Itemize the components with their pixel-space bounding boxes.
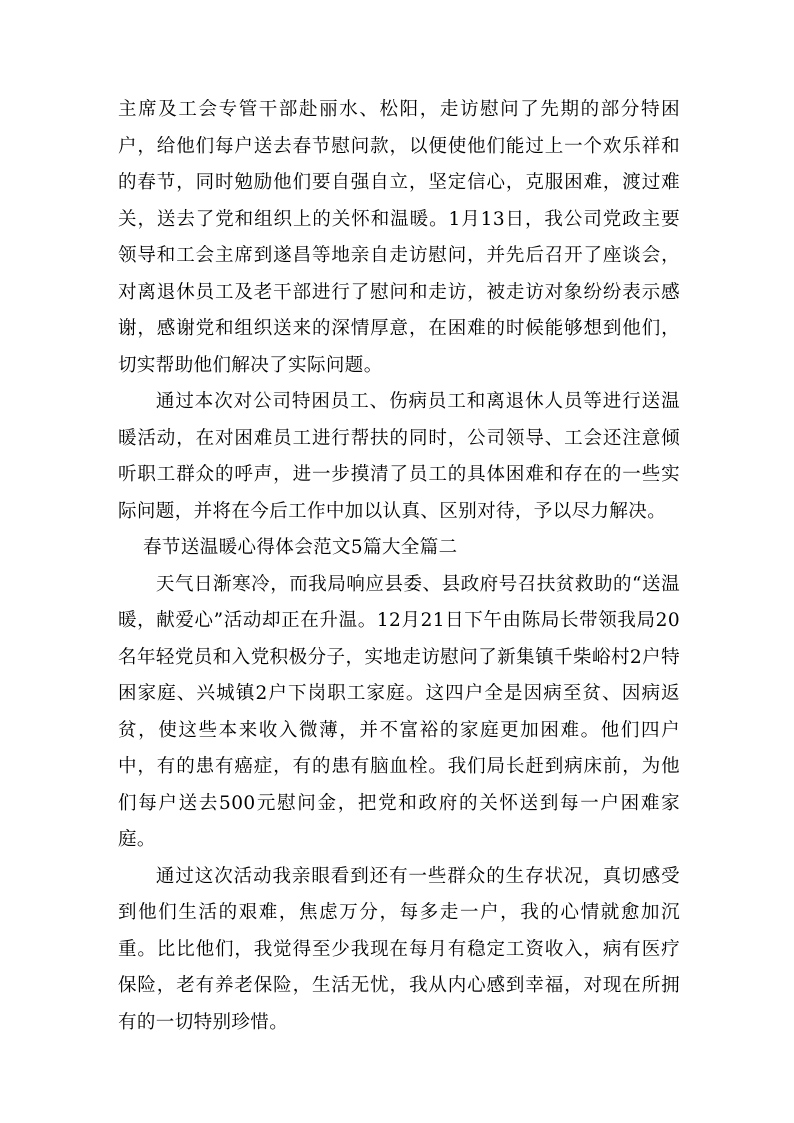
section-heading: 春节送温暖心得体会范文5篇大全篇二 [143,537,458,558]
paragraph-bureau-visit: 天气日渐寒冷，而我局响应县委、县政府号召扶贫救助的“送温暖，献爱心”活动却正在升温。12月21日下午由陈局长带领我局20名年轻党员和入党积极分子，实地走访慰问了新集镇千柴峪村2户特困家庭、兴城镇2户下岗职工家庭。这四户全是因病至贫、因病返贫，使这些本来收入微薄，并不富裕的家庭更加困难。他们四户中，有的患有癌症，有的患有脑血栓。我们局长赶到病床前，为他们每户送去500元慰问金，把党和政府的关怀送到每一户困难家庭。 [118,573,680,850]
document-body [118,92,680,1041]
paragraph-visit-continuation: 主席及工会专管干部赴丽水、松阳，走访慰问了先期的部分特困户，给他们每户送去春节慰问款，以便使他们能过上一个欢乐祥和的春节，同时勉励他们要自强自立，坚定信心，克服困难，渡过难关，送去了党和组织上的关怀和温暖。1月13日，我公司党政主要领导和工会主席到遂昌等地亲自走访慰问，并先后召开了座谈会，对离退休员工及老干部进行了慰问和走访，被走访对象纷纷表示感谢，感谢党和组织送来的深情厚意，在困难的时候能够想到他们，切实帮助他们解决了实际问题。 [118,99,680,376]
paragraph-personal-reflection: 通过这次活动我亲眼看到还有一些群众的生存状况，真切感受到他们生活的艰难，焦虑万分，每多走一户，我的心情就愈加沉重。比比他们，我觉得至少我现在每月有稳定工资收入，病有医疗保险，老有养老保险，生活无忧，我从内心感到幸福，对现在所拥有的一切特别珍惜。 [118,865,680,1033]
paragraph-activity-summary: 通过本次对公司特困员工、伤病员工和离退休人员等进行送温暖活动，在对困难员工进行帮扶的同时，公司领导、工会还注意倾听职工群众的呼声，进一步摸清了员工的具体困难和存在的一些实际问题，并将在今后工作中加以认真、区别对待，予以尽力解决。 [118,391,680,522]
